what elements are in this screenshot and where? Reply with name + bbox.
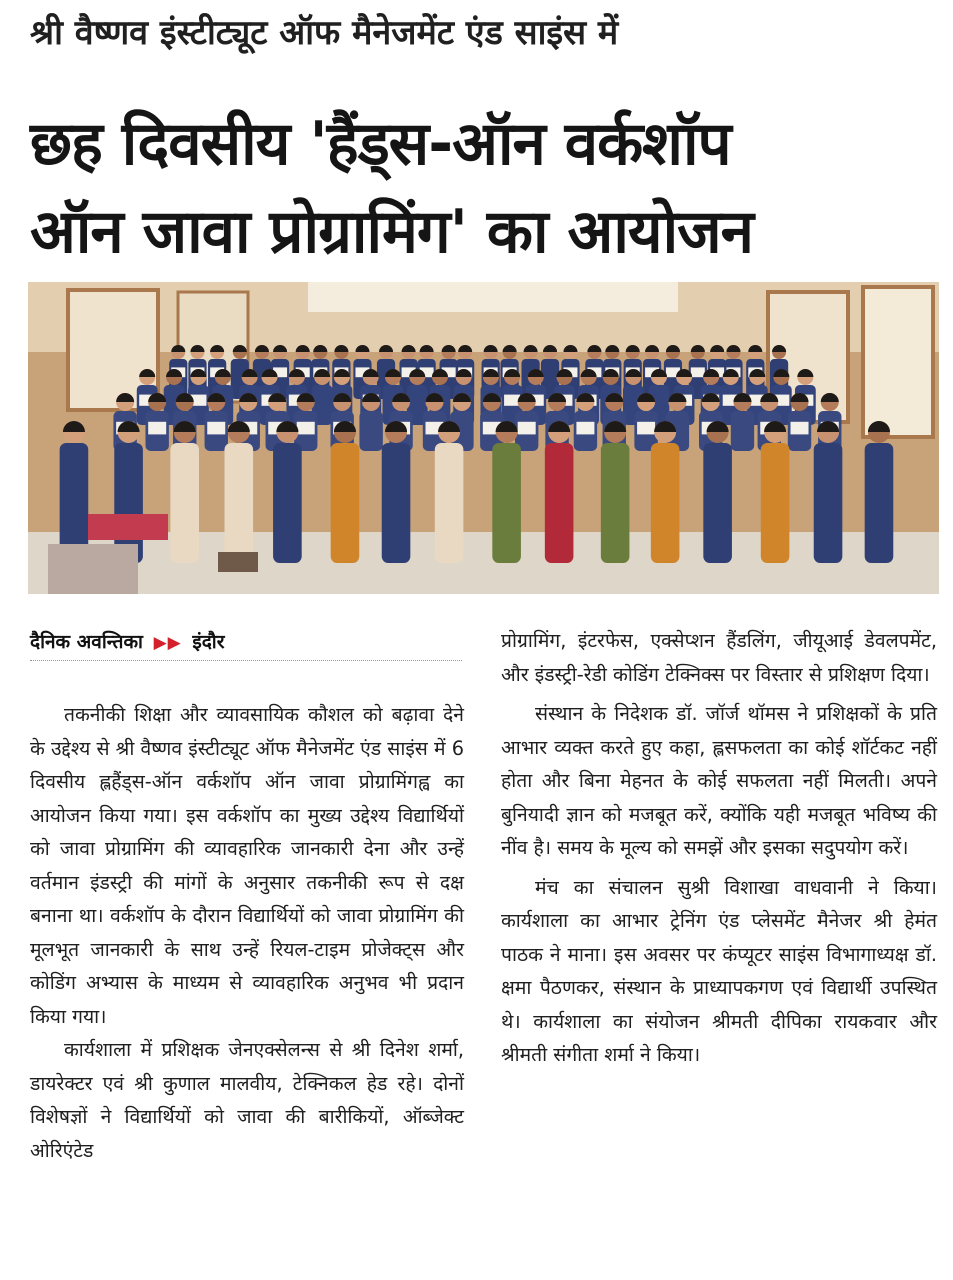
person-body — [170, 443, 199, 563]
person-body — [761, 443, 790, 563]
person-body — [601, 443, 630, 563]
byline-city: इंदौर — [192, 631, 225, 653]
certificate — [576, 422, 594, 435]
paragraph: मंच का संचालन सुश्री विशाखा वाधवानी ने किया। कार्यशाला का आभार ट्रेनिंग एंड प्लेसमेंट मैनेजर श्री हेमंत पाठक ने माना। इस अवसर पर कंप्यूटर साइंस विभागाध्यक्ष डॉ. क्षमा पैठणकर, संस्थान के प्राध्यापकगण एवं विद्यार्थी उपस्थित थे। कार्यशाला का संयोजन श्रीमती दीपिका रायकवार और श्रीमती संगीता शर्मा ने किया। — [501, 875, 937, 1066]
paragraph: कार्यशाला में प्रशिक्षक जेनएक्सेलन्स से श्री दिनेश शर्मा, डायरेक्टर एवं श्री कुणाल मालवीय, टेक्निकल हेड रहे। दोनों विशेषज्ञों ने विद्यार्थियों को जावा की बारीकियों, ऑब्जेक्ट ओरिएंटेड — [30, 1038, 464, 1162]
person-body — [814, 443, 843, 563]
person-body — [703, 443, 732, 563]
person-body — [331, 443, 360, 563]
person-body — [225, 443, 254, 563]
article-column-left — [30, 698, 464, 1167]
paragraph: तकनीकी शिक्षा और व्यावसायिक कौशल को बढ़ावा देने के उद्देश्य से श्री वैष्णव इंस्टीट्यूट ऑफ मैनेजमेंट एंड साइंस में 6 दिवसीय ह्लहैंड्स-ऑन वर्कशॉप ऑन जावा प्रोग्रामिंगह्व का आयोजन किया गया। इस वर्कशॉप का मुख्य उद्देश्य विद्यार्थियों को जावा प्रोग्रामिंग की व्यावहारिक जानकारी देना और उन्हें वर्तमान इंडस्ट्री की मांगों के अनुसार तकनीकी रूप से दक्ष बनाना था। वर्कशॉप के दौरान विद्यार्थियों को जावा प्रोग्रामिंग की मूलभूत जानकारी के साथ उन्हें रियल-टाइम प्रोजेक्ट्स और कोडिंग अभ्यास के माध्यम से व्यावहारिक अनुभव भी प्रदान किया गया। — [30, 703, 464, 1028]
person-body — [731, 411, 754, 451]
group-photo — [28, 282, 939, 594]
paragraph: संस्थान के निदेशक डॉ. जॉर्ज थॉमस ने प्रशिक्षकों के प्रति आभार व्यक्त करते हुए कहा, ह्लसफलता का कोई शॉर्टकट नहीं होता और बिना मेहनत के कोई सफलता नहीं मिलती। अपने बुनियादी ज्ञान को मजबूत करें, क्योंकि यही मजबूत भविष्य की नींव है। समय के मूल्य को समझें और इसका सदुपयोग करें। — [501, 702, 937, 859]
certificate — [791, 422, 809, 435]
person-body — [273, 443, 302, 563]
byline — [30, 628, 462, 661]
article-headline — [30, 100, 935, 276]
certificate — [637, 422, 655, 435]
certificate — [504, 395, 520, 406]
group-photo-illustration — [28, 282, 939, 594]
byline-arrows: ▶▶ — [153, 633, 182, 653]
person-body — [435, 443, 464, 563]
byline-source: दैनिक अवन्तिका — [30, 631, 143, 653]
person-body — [492, 443, 521, 563]
headline-line-2: ऑन जावा प्रोग्रामिंग' का आयोजन — [30, 197, 753, 267]
certificate — [148, 422, 166, 435]
article-kicker: श्री वैष्णव इंस्टीट्यूट ऑफ मैनेजमेंट एंड साइंस में — [30, 13, 619, 53]
person-body — [382, 443, 411, 563]
certificate — [297, 422, 315, 435]
paragraph: प्रोग्रामिंग, इंटरफेस, एक्सेप्शन हैंडलिंग, जीयूआई डेवलपमेंट, और इंडस्ट्री-रेडी कोडिंग टेक्निक्स पर विस्तार से प्रशिक्षण दिया। — [501, 629, 937, 686]
person-body — [359, 411, 382, 451]
person-body — [651, 443, 680, 563]
certificate — [691, 367, 705, 377]
article-column-right — [501, 624, 937, 1072]
person-body — [865, 443, 894, 563]
certificate — [518, 422, 536, 435]
person-body — [545, 443, 574, 563]
certificate — [207, 422, 225, 435]
headline-line-1: छह दिवसीय 'हैंड्स-ऑन वर्कशॉप — [30, 109, 731, 179]
